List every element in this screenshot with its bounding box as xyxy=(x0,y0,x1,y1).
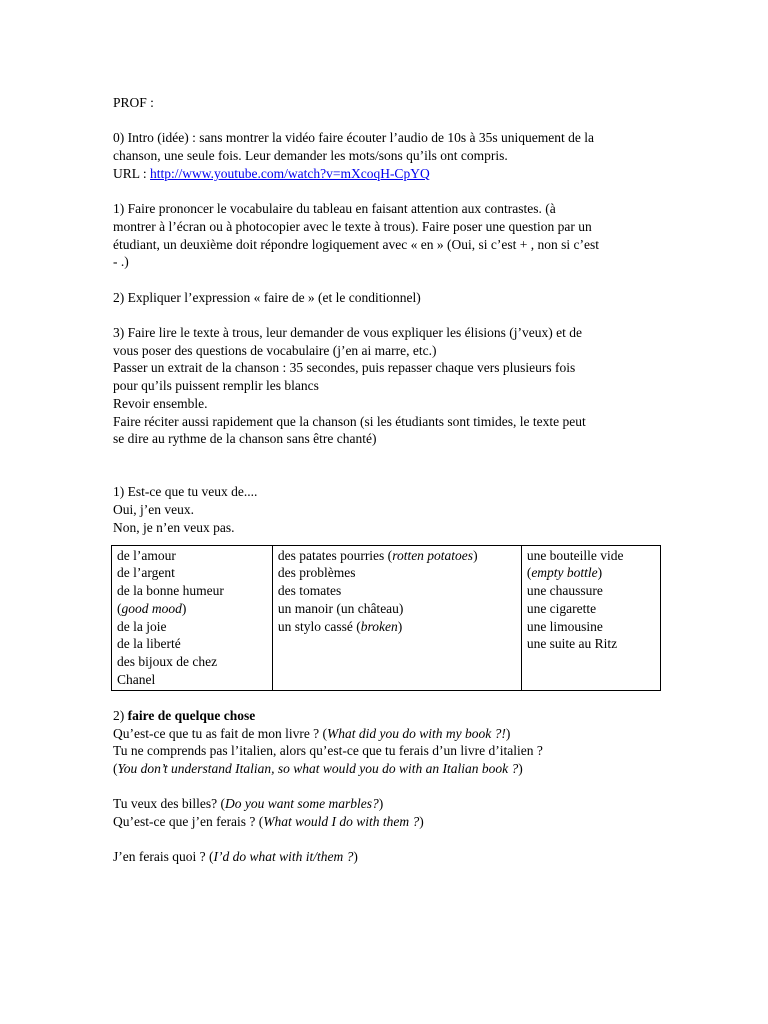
vocab-item: de l’amour xyxy=(117,547,176,563)
table-row xyxy=(112,545,661,690)
french-text: ) xyxy=(419,814,424,830)
vocab-item: une suite au Ritz xyxy=(526,636,618,652)
exercise2-heading xyxy=(113,707,661,725)
step3-line: vous poser des questions de vocabulaire (j’en ai marre, etc.) xyxy=(113,342,437,358)
spacer xyxy=(113,112,661,130)
step3-line: se dire au rythme de la chanson sans être chanté) xyxy=(113,431,377,447)
exercise1-line: Non, je n’en veux pas. xyxy=(113,519,235,535)
exercise2-title: faire de quelque chose xyxy=(127,707,256,723)
french-text: J’en ferais quoi ? ( xyxy=(113,849,214,865)
vocab-text: ) xyxy=(597,565,603,581)
exercise2-line xyxy=(113,848,661,866)
vocab-text: ) xyxy=(397,618,403,634)
english-translation: Do you want some marbles? xyxy=(225,796,379,812)
exercise1-line: 1) Est-ce que tu veux de.... xyxy=(113,484,258,500)
table-cell-col1 xyxy=(112,545,273,690)
french-text: Tu veux des billes? ( xyxy=(113,796,225,812)
vocab-item: de la bonne humeur xyxy=(117,583,224,599)
vocabulary-table xyxy=(111,545,661,691)
vocab-item xyxy=(278,618,517,636)
vocab-item: Chanel xyxy=(117,672,156,688)
exercise2-paragraph xyxy=(113,707,661,778)
vocab-item: des bijoux de chez xyxy=(117,654,218,670)
english-translation: What would I do with them ? xyxy=(263,814,420,830)
english-translation: I’d do what with it/them ? xyxy=(213,849,354,865)
vocab-text: ) xyxy=(181,600,187,616)
exercise2-line xyxy=(113,725,661,743)
step3-line: 3) Faire lire le texte à trous, leur demander de vous expliquer les élisions (j’veux) et de xyxy=(113,325,582,341)
exercise2-line xyxy=(113,813,661,831)
french-text: Qu’est-ce que tu as fait de mon livre ? ( xyxy=(113,725,328,741)
vocab-item: une cigarette xyxy=(526,600,597,616)
english-translation: You don’t understand Italian, so what would you do with an Italian book ? xyxy=(117,760,519,776)
spacer xyxy=(113,448,661,483)
vocab-text: ( xyxy=(117,600,122,616)
vocab-translation: rotten potatoes xyxy=(392,547,474,563)
vocab-item: de la joie xyxy=(117,618,167,634)
spacer xyxy=(113,183,661,201)
exercise2-line: Tu ne comprends pas l’italien, alors qu’est-ce que tu ferais d’un livre d’italien ? xyxy=(113,743,543,759)
step3-line: Faire réciter aussi rapidement que la chanson (si les étudiants sont timides, le texte peut xyxy=(113,413,586,429)
vocab-translation: empty bottle xyxy=(531,565,598,581)
vocab-item: des tomates xyxy=(277,583,342,599)
step1-line: montrer à l’écran ou à photocopier avec le texte à trous). Faire poser une question par un xyxy=(113,218,592,234)
spacer xyxy=(113,831,661,849)
vocab-item: de la liberté xyxy=(117,636,181,652)
vocab-item: une limousine xyxy=(526,618,603,634)
vocab-item: de l’argent xyxy=(117,565,175,581)
french-text: ) xyxy=(505,725,511,741)
step3-line: Passer un extrait de la chanson : 35 secondes, puis repasser chaque vers plusieurs fois xyxy=(113,360,576,376)
heading-block xyxy=(113,94,661,112)
step1-line: - .) xyxy=(113,254,129,270)
english-translation: What did you do with my book ?! xyxy=(327,725,506,741)
intro-paragraph xyxy=(113,129,661,182)
vocab-text: ( xyxy=(526,565,532,581)
step1-paragraph xyxy=(113,200,661,271)
document-page xyxy=(113,94,661,866)
intro-line: chanson, une seule fois. Leur demander les mots/sons qu’ils ont compris. xyxy=(113,148,508,164)
marbles-paragraph xyxy=(113,795,661,830)
vocab-translation: broken xyxy=(360,618,398,634)
vocab-text: des patates pourries ( xyxy=(277,547,393,563)
vocab-text: ) xyxy=(473,547,478,563)
vocab-item xyxy=(527,564,656,582)
step1-line: étudiant, un deuxième doit répondre logiquement avec « en » (Oui, si c’est + , non si c’est xyxy=(113,236,599,252)
table-cell-col2 xyxy=(272,545,521,690)
exercise2-line xyxy=(113,795,661,813)
youtube-link[interactable]: http://www.youtube.com/watch?v=mXcoqH-CpYQ xyxy=(150,165,430,181)
step3-line: pour qu’ils puissent remplir les blancs xyxy=(113,378,319,394)
vocab-item xyxy=(117,600,268,618)
page-heading: PROF : xyxy=(113,95,154,110)
french-text: ) xyxy=(378,796,384,812)
vocab-item: un manoir (un château) xyxy=(277,600,404,616)
url-label: URL : xyxy=(113,165,150,181)
url-line xyxy=(113,165,661,183)
exercise1-line: Oui, j’en veux. xyxy=(113,502,194,518)
vocab-item: des problèmes xyxy=(277,565,356,581)
step3-paragraph xyxy=(113,324,661,448)
step2-paragraph xyxy=(113,289,661,307)
french-text: ) xyxy=(518,760,523,776)
vocab-text: un stylo cassé ( xyxy=(277,618,361,634)
step3-line: Revoir ensemble. xyxy=(113,395,208,411)
exercise1-paragraph xyxy=(113,483,661,536)
final-paragraph xyxy=(113,848,661,866)
spacer xyxy=(113,778,661,796)
spacer xyxy=(113,306,661,324)
step2-line: 2) Expliquer l’expression « faire de » (et le conditionnel) xyxy=(113,289,421,305)
step1-line: 1) Faire prononcer le vocabulaire du tableau en faisant attention aux contrastes. (à xyxy=(113,201,556,217)
french-text: ( xyxy=(113,760,118,776)
exercise2-line xyxy=(113,760,661,778)
table-cell-col3 xyxy=(521,545,660,690)
vocab-translation: good mood xyxy=(121,600,182,616)
intro-line: 0) Intro (idée) : sans montrer la vidéo faire écouter l’audio de 10s à 35s uniquement de la xyxy=(113,130,594,146)
vocab-item: une chaussure xyxy=(526,583,603,599)
exercise2-number: 2) xyxy=(113,707,128,723)
vocab-item: une bouteille vide xyxy=(526,547,624,563)
french-text: ) xyxy=(353,849,358,865)
spacer xyxy=(113,271,661,289)
french-text: Qu’est-ce que j’en ferais ? ( xyxy=(113,814,264,830)
vocab-item xyxy=(278,547,517,565)
